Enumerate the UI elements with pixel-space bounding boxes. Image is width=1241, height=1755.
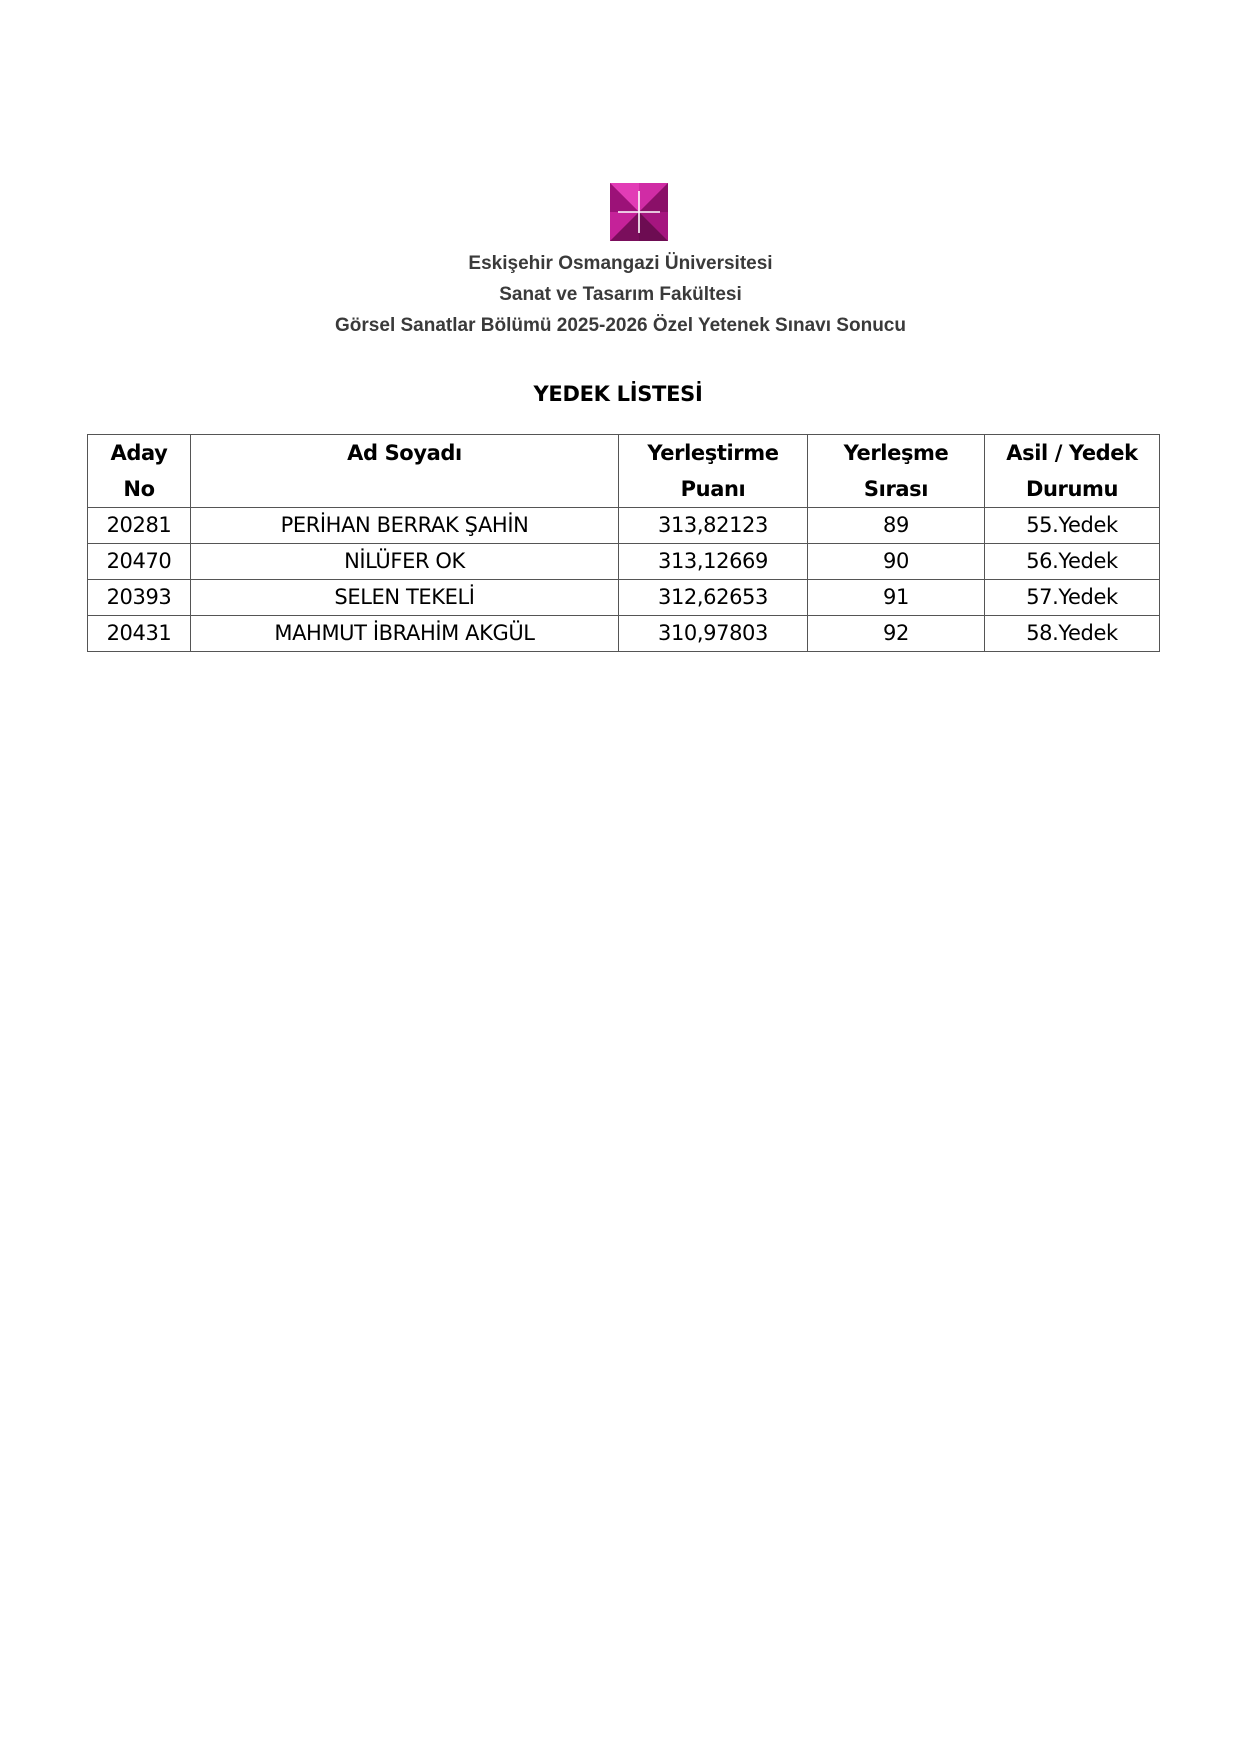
cell-score: 310,97803 — [619, 616, 808, 652]
document-header — [0, 248, 1241, 341]
table-row — [88, 616, 1160, 652]
cell-name: NİLÜFER OK — [191, 544, 619, 580]
cell-name: MAHMUT İBRAHİM AKGÜL — [191, 616, 619, 652]
table-row — [88, 544, 1160, 580]
table-row — [88, 580, 1160, 616]
cell-rank: 91 — [808, 580, 985, 616]
cell-status: 55.Yedek — [985, 508, 1160, 544]
faculty-name: Sanat ve Tasarım Fakültesi — [499, 284, 742, 305]
university-name: Eskişehir Osmangazi Üniversitesi — [468, 253, 773, 274]
cell-rank: 89 — [808, 508, 985, 544]
cell-score: 313,12669 — [619, 544, 808, 580]
cell-candidate-no: 20470 — [88, 544, 191, 580]
cell-name: SELEN TEKELİ — [191, 580, 619, 616]
table-header-row — [88, 435, 1160, 508]
cell-status: 57.Yedek — [985, 580, 1160, 616]
university-logo-icon — [610, 183, 668, 241]
cell-status: 56.Yedek — [985, 544, 1160, 580]
cell-rank: 90 — [808, 544, 985, 580]
cell-candidate-no: 20431 — [88, 616, 191, 652]
column-header-score: Yerleştirme Puanı — [619, 435, 808, 508]
cell-rank: 92 — [808, 616, 985, 652]
column-header-candidate-no: Aday No — [88, 435, 191, 508]
table-row — [88, 508, 1160, 544]
cell-name: PERİHAN BERRAK ŞAHİN — [191, 508, 619, 544]
results-table — [87, 434, 1160, 652]
exam-title: Görsel Sanatlar Bölümü 2025-2026 Özel Yetenek Sınavı Sonucu — [335, 315, 906, 336]
cell-status: 58.Yedek — [985, 616, 1160, 652]
column-header-name: Ad Soyadı — [191, 435, 619, 508]
cell-candidate-no: 20281 — [88, 508, 191, 544]
column-header-status: Asil / Yedek Durumu — [985, 435, 1160, 508]
cell-score: 312,62653 — [619, 580, 808, 616]
cell-score: 313,82123 — [619, 508, 808, 544]
cell-candidate-no: 20393 — [88, 580, 191, 616]
list-title: YEDEK LİSTESİ — [533, 382, 703, 406]
column-header-rank: Yerleşme Sırası — [808, 435, 985, 508]
